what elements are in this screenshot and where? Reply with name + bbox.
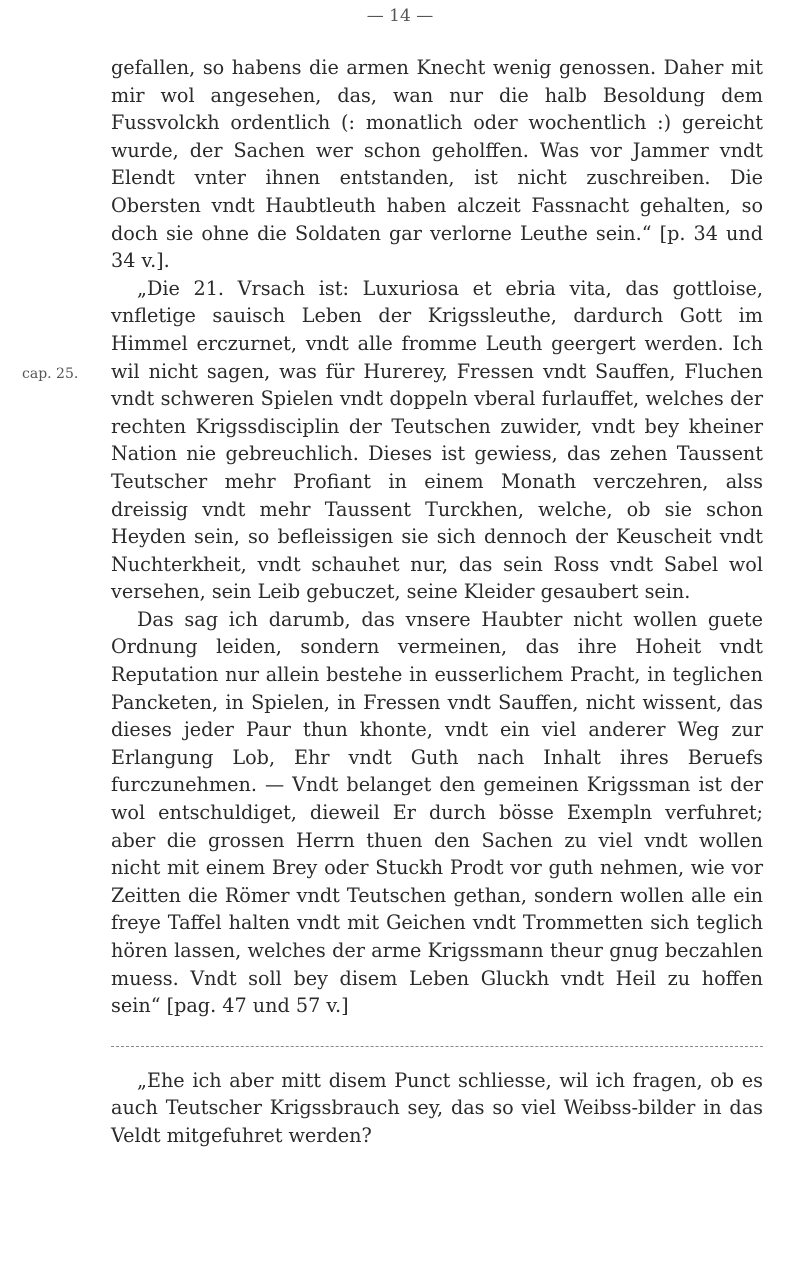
body-text bbox=[111, 54, 763, 1150]
paragraph: gefallen, so habens die armen Knecht wenig genossen. Daher mit mir wol angesehen, das, wan nur die halb Besoldung dem Fussvolckh ordentlich (: monatlich oder wochentlich :) gereicht wurde, der Sachen wer schon geholffen. Was vor Jammer vndt Elendt vnter ihnen entstanden, ist nicht zuschreiben. Die Obersten vndt Haubtleuth haben alczeit Fassnacht gehalten, so doch sie ohne die Soldaten gar verlorne Leuthe sein.“ [p. 34 und 34 v.]. bbox=[111, 56, 763, 273]
page-number: — 14 — bbox=[366, 6, 434, 26]
paragraph: „Ehe ich aber mitt disem Punct schliesse, wil ich fragen, ob es auch Teutscher Krigssbrauch sey, das so viel Weibss-bilder in das Veldt mitgefuhret werden? bbox=[111, 1068, 763, 1147]
paragraph: „Die 21. Vrsach ist: Luxuriosa et ebria vita, das gottloise, vnfletige sauisch Leben der Krigssleuthe, dardurch Gott im Himmel erczurnet, vndt alle fromme Leuth geergert werden. Ich wil nicht sagen, was für Hurerey, Fressen vndt Sauffen, Fluchen vndt schweren Spielen vndt doppeln vberal furlauffet, welches der rechten Krigssdisciplin der Teutschen zuwider, vndt bey kheiner Nation nie gebreuchlich. Dieses ist gewiess, das zehen Taussent Teutscher mehr Profiant in einem Monath verczehren, alss dreissig vndt mehr Taussent Turckhen, welche, ob sie schon Heyden sein, so befleissigen sie sich dennoch der Keuscheit vndt Nuchterkheit, vndt schauhet nur, das sein Ross vndt Sabel wol versehen, sein Leib gebuczet, seine Kleider gesaubert sein. bbox=[111, 276, 763, 604]
section-divider bbox=[111, 1024, 763, 1047]
paragraph: Das sag ich darumb, das vnsere Haubter nicht wollen guete Ordnung leiden, sondern vermeinen, das ihre Hoheit vndt Reputation nur allein bestehe in eusserlichem Pracht, in teglichen Pancketen, in Spielen, in Fressen vndt Sauffen, nicht wissent, das dieses jeder Paur thun khonte, vndt ein viel anderer Weg zur Erlangung Lob, Ehr vndt Guth nach Inhalt ihres Beruefs furczunehmen. — Vndt belanget den gemeinen Krigssman ist der wol entschuldiget, dieweil Er durch bösse Exempln verfuhret; aber die grossen Herrn thuen den Sachen zu viel vndt wollen nicht mit einem Brey oder Stuckh Prodt vor guth nehmen, wie vor Zeitten die Römer vndt Teutschen gethan, sondern wollen alle ein freye Taffel halten vndt mit Geichen vndt Trommetten sich teglich hören lassen, welches der arme Krigssmann theur gnug beczahlen muess. Vndt soll bey disem Leben Gluckh vndt Heil zu hoffen sein“ [pag. 47 und 57 v.] bbox=[111, 607, 763, 1018]
margin-note: cap. 25. bbox=[22, 366, 79, 382]
